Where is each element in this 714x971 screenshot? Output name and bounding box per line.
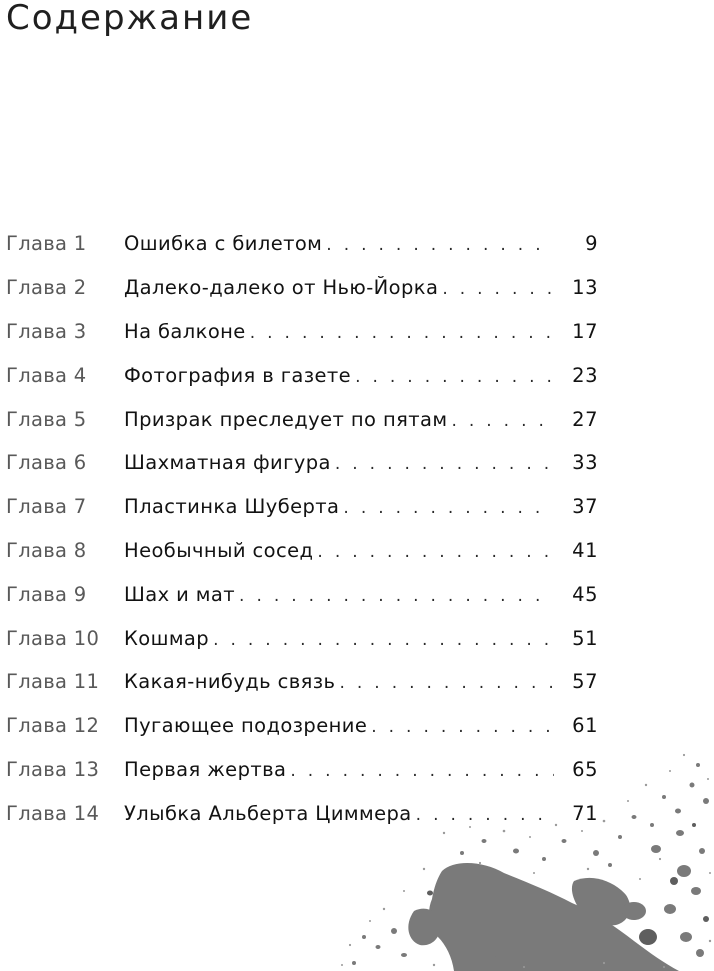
- toc-row: [6, 353, 598, 397]
- page-number: 61: [572, 714, 598, 738]
- dot-leader: [351, 367, 554, 387]
- chapter-title: Шах и мат: [124, 582, 236, 606]
- title-wrap: [124, 232, 554, 255]
- chapter-title: Кошмар: [124, 626, 210, 650]
- chapter-title: Какая-нибудь связь: [124, 670, 336, 694]
- toc-row: [6, 441, 598, 485]
- title-wrap: [124, 495, 554, 518]
- chapter-label: Глава 6: [6, 451, 87, 475]
- page-number: 37: [572, 495, 598, 519]
- title-wrap: [124, 627, 554, 650]
- chapter-label: Глава 14: [6, 801, 100, 825]
- dot-leader: [339, 498, 554, 518]
- chapter-label: Глава 7: [6, 495, 87, 519]
- chapter-label: Глава 10: [6, 626, 100, 650]
- title-wrap: [124, 408, 554, 431]
- dot-leader: [246, 323, 554, 343]
- title-wrap: [124, 539, 554, 562]
- page-number: 33: [572, 451, 598, 475]
- title-wrap: [124, 714, 554, 737]
- chapter-label: Глава 12: [6, 714, 100, 738]
- toc-row: [6, 529, 598, 573]
- title-wrap: [124, 670, 554, 693]
- chapter-label: Глава 9: [6, 582, 87, 606]
- page-number: 13: [572, 276, 598, 300]
- chapter-title: Необычный сосед: [124, 538, 314, 562]
- page-number: 17: [572, 319, 598, 343]
- chapter-label: Глава 4: [6, 363, 87, 387]
- toc-row: [6, 310, 598, 354]
- chapter-label: Глава 5: [6, 407, 87, 431]
- page-number: 51: [572, 626, 598, 650]
- chapter-title: Фотография в газете: [124, 363, 352, 387]
- chapter-title: Призрак преследует по пятам: [124, 407, 448, 431]
- chapter-label: Глава 1: [6, 232, 87, 256]
- chapter-title: Улыбка Альберта Циммера: [124, 801, 412, 825]
- toc-row: [6, 222, 598, 266]
- page-number: 45: [572, 582, 598, 606]
- toc-row: [6, 616, 598, 660]
- chapter-title: Первая жертва: [124, 757, 287, 781]
- ink-splatter-decoration: [334, 741, 714, 971]
- title-wrap: [124, 451, 554, 474]
- chapter-title: Пугающее подозрение: [124, 714, 368, 738]
- title-wrap: [124, 583, 554, 606]
- toc-row: [6, 266, 598, 310]
- dot-leader: [438, 279, 554, 299]
- page-number: 9: [585, 232, 598, 256]
- dot-leader: [322, 235, 554, 255]
- toc-row: [6, 572, 598, 616]
- dot-leader: [335, 673, 554, 693]
- toc-row: [6, 660, 598, 704]
- dot-leader: [367, 717, 554, 737]
- chapter-title: Ошибка с билетом: [124, 232, 323, 256]
- page-number: 57: [572, 670, 598, 694]
- chapter-title: Шахматная фигура: [124, 451, 331, 475]
- chapter-label: Глава 3: [6, 319, 87, 343]
- chapter-label: Глава 13: [6, 757, 100, 781]
- page-number: 65: [572, 757, 598, 781]
- chapter-title: Пластинка Шуберта: [124, 495, 340, 519]
- title-wrap: [124, 276, 554, 299]
- dot-leader: [209, 630, 554, 650]
- page-number: 71: [572, 801, 598, 825]
- dot-leader: [235, 586, 554, 606]
- dot-leader: [313, 542, 554, 562]
- page-number: 27: [572, 407, 598, 431]
- chapter-label: Глава 8: [6, 538, 87, 562]
- chapter-title: Далеко-далеко от Нью-Йорка: [124, 276, 439, 300]
- dot-leader: [331, 454, 554, 474]
- toc-row: [6, 397, 598, 441]
- chapter-label: Глава 2: [6, 276, 87, 300]
- toc-row: [6, 485, 598, 529]
- page-title: Содержание: [6, 0, 254, 38]
- page-number: 23: [572, 363, 598, 387]
- title-wrap: [124, 320, 554, 343]
- dot-leader: [447, 411, 554, 431]
- title-wrap: [124, 364, 554, 387]
- chapter-label: Глава 11: [6, 670, 100, 694]
- chapter-title: На балконе: [124, 319, 246, 343]
- page-number: 41: [572, 538, 598, 562]
